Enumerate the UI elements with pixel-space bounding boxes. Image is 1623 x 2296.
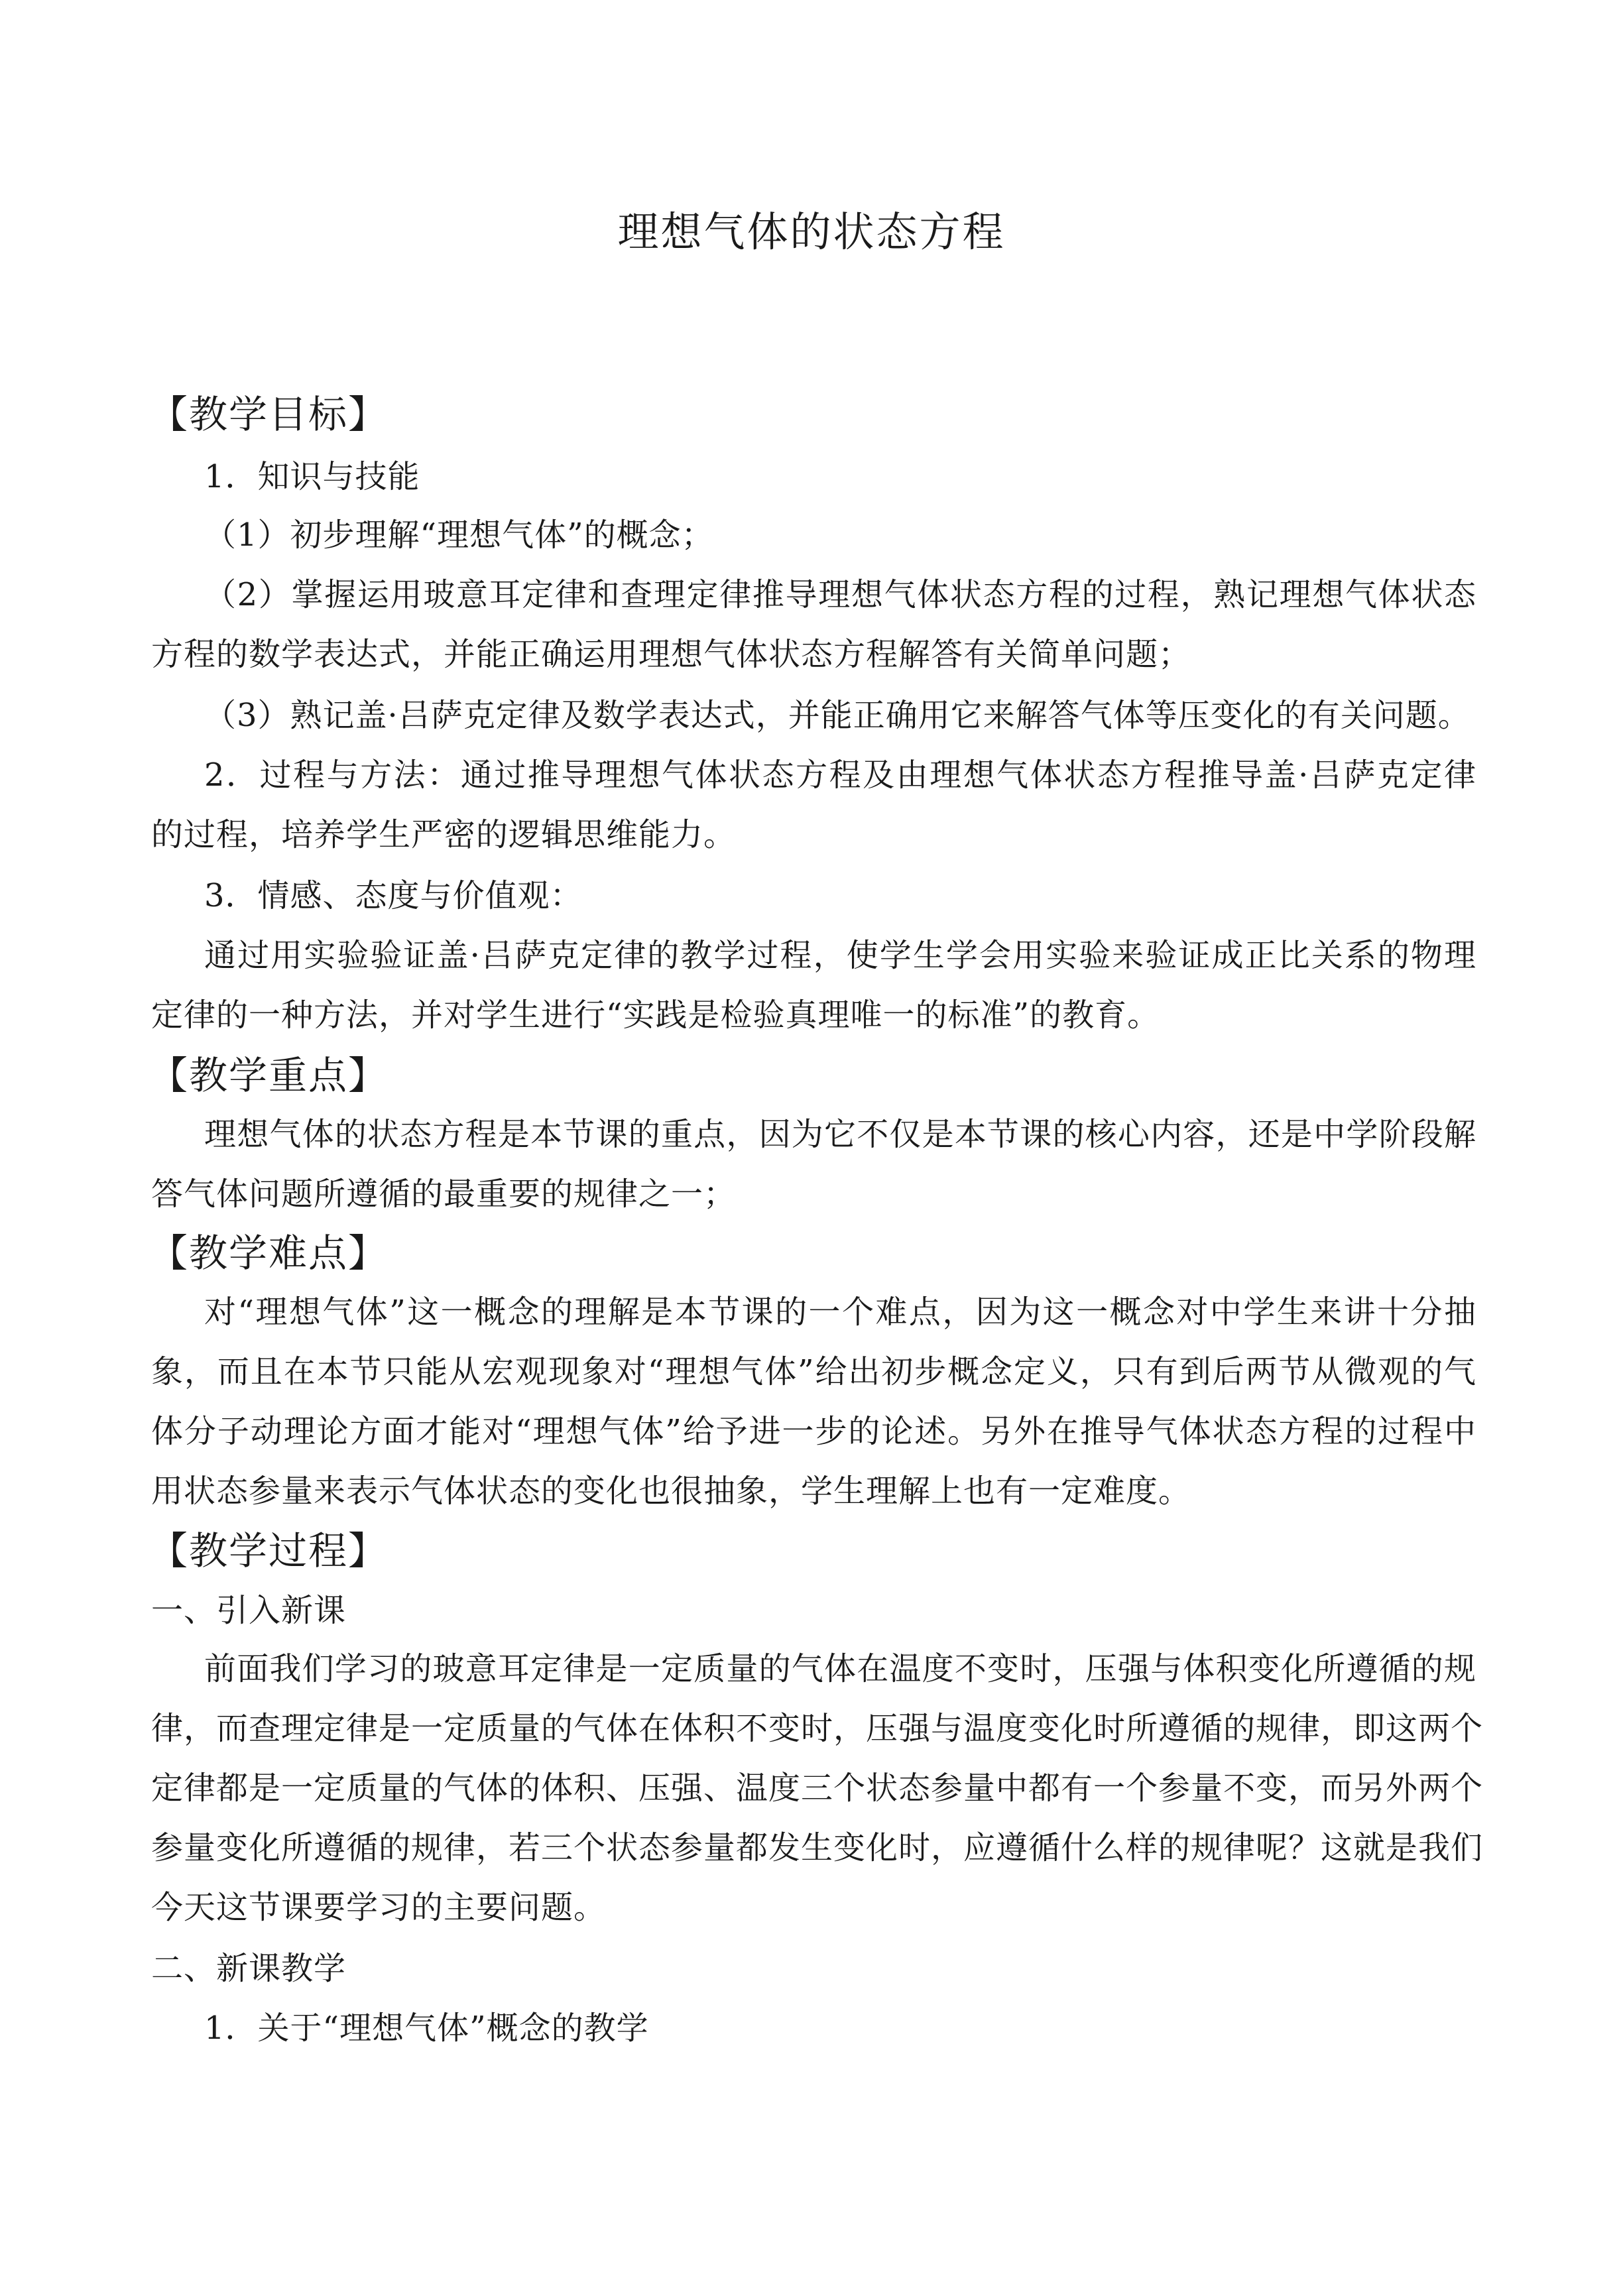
focus-line-1: 理想气体的状态方程是本节课的重点，因为它不仅是本节课的核心内容，还是中学阶段解 <box>204 1116 1476 1153</box>
intro-line-4: 参量变化所遵循的规律，若三个状态参量都发生变化时，应遵循什么样的规律呢？这就是我们 <box>151 1829 1484 1866</box>
objective-1-2-line-2: 方程的数学表达式，并能正确运用理想气体状态方程解答有关简单问题； <box>151 636 1191 673</box>
process-heading: 【教学过程】 <box>149 1528 389 1573</box>
intro-line-1: 前面我们学习的玻意耳定律是一定质量的气体在温度不变时，压强与体积变化所遵循的规 <box>204 1650 1476 1687</box>
part-2-item-1: 1．关于“理想气体”概念的教学 <box>204 2010 649 2047</box>
intro-line-2: 律，而查理定律是一定质量的气体在体积不变时，压强与温度变化时所遵循的规律，即这两个 <box>151 1710 1484 1747</box>
intro-line-3: 定律都是一定质量的气体的体积、压强、温度三个状态参量中都有一个参量不变，而另外两个 <box>151 1770 1484 1807</box>
objective-2-line-2: 的过程，培养学生严密的逻辑思维能力。 <box>151 816 737 853</box>
document-title: 理想气体的状态方程 <box>617 208 1006 256</box>
focus-line-2: 答气体问题所遵循的最重要的规律之一； <box>151 1176 737 1213</box>
objective-1-2-line-1: （2）掌握运用玻意耳定律和查理定律推导理想气体状态方程的过程，熟记理想气体状态 <box>204 576 1476 613</box>
difficulty-line-4: 用状态参量来表示气体状态的变化也很抽象，学生理解上也有一定难度。 <box>151 1473 1191 1510</box>
difficulty-heading: 【教学难点】 <box>149 1231 389 1276</box>
part-1-title: 一、引入新课 <box>151 1592 347 1629</box>
objective-3-line-2: 定律的一种方法，并对学生进行“实践是检验真理唯一的标准”的教育。 <box>151 997 1160 1034</box>
difficulty-line-2: 象，而且在本节只能从宏观现象对“理想气体”给出初步概念定义，只有到后两节从微观的气 <box>151 1353 1476 1390</box>
objective-3: 3．情感、态度与价值观： <box>204 877 583 914</box>
difficulty-line-3: 体分子动理论方面才能对“理想气体”给予进一步的论述。另外在推导气体状态方程的过程中 <box>151 1413 1476 1450</box>
objective-2-line-1: 2．过程与方法：通过推导理想气体状态方程及由理想气体状态方程推导盖·吕萨克定律 <box>204 756 1476 794</box>
part-2-title: 二、新课教学 <box>151 1950 347 1987</box>
objective-1-3: （3）熟记盖·吕萨克定律及数学表达式，并能正确用它来解答气体等压变化的有关问题。 <box>204 697 1471 734</box>
focus-heading: 【教学重点】 <box>149 1053 389 1098</box>
objective-1-1: （1）初步理解“理想气体”的概念； <box>204 516 714 554</box>
objectives-heading: 【教学目标】 <box>149 392 389 437</box>
objective-1: 1．知识与技能 <box>204 458 420 495</box>
objective-3-line-1: 通过用实验验证盖·吕萨克定律的教学过程，使学生学会用实验来验证成正比关系的物理 <box>204 937 1476 974</box>
difficulty-line-1: 对“理想气体”这一概念的理解是本节课的一个难点，因为这一概念对中学生来讲十分抽 <box>204 1294 1476 1331</box>
intro-line-5: 今天这节课要学习的主要问题。 <box>151 1889 607 1926</box>
